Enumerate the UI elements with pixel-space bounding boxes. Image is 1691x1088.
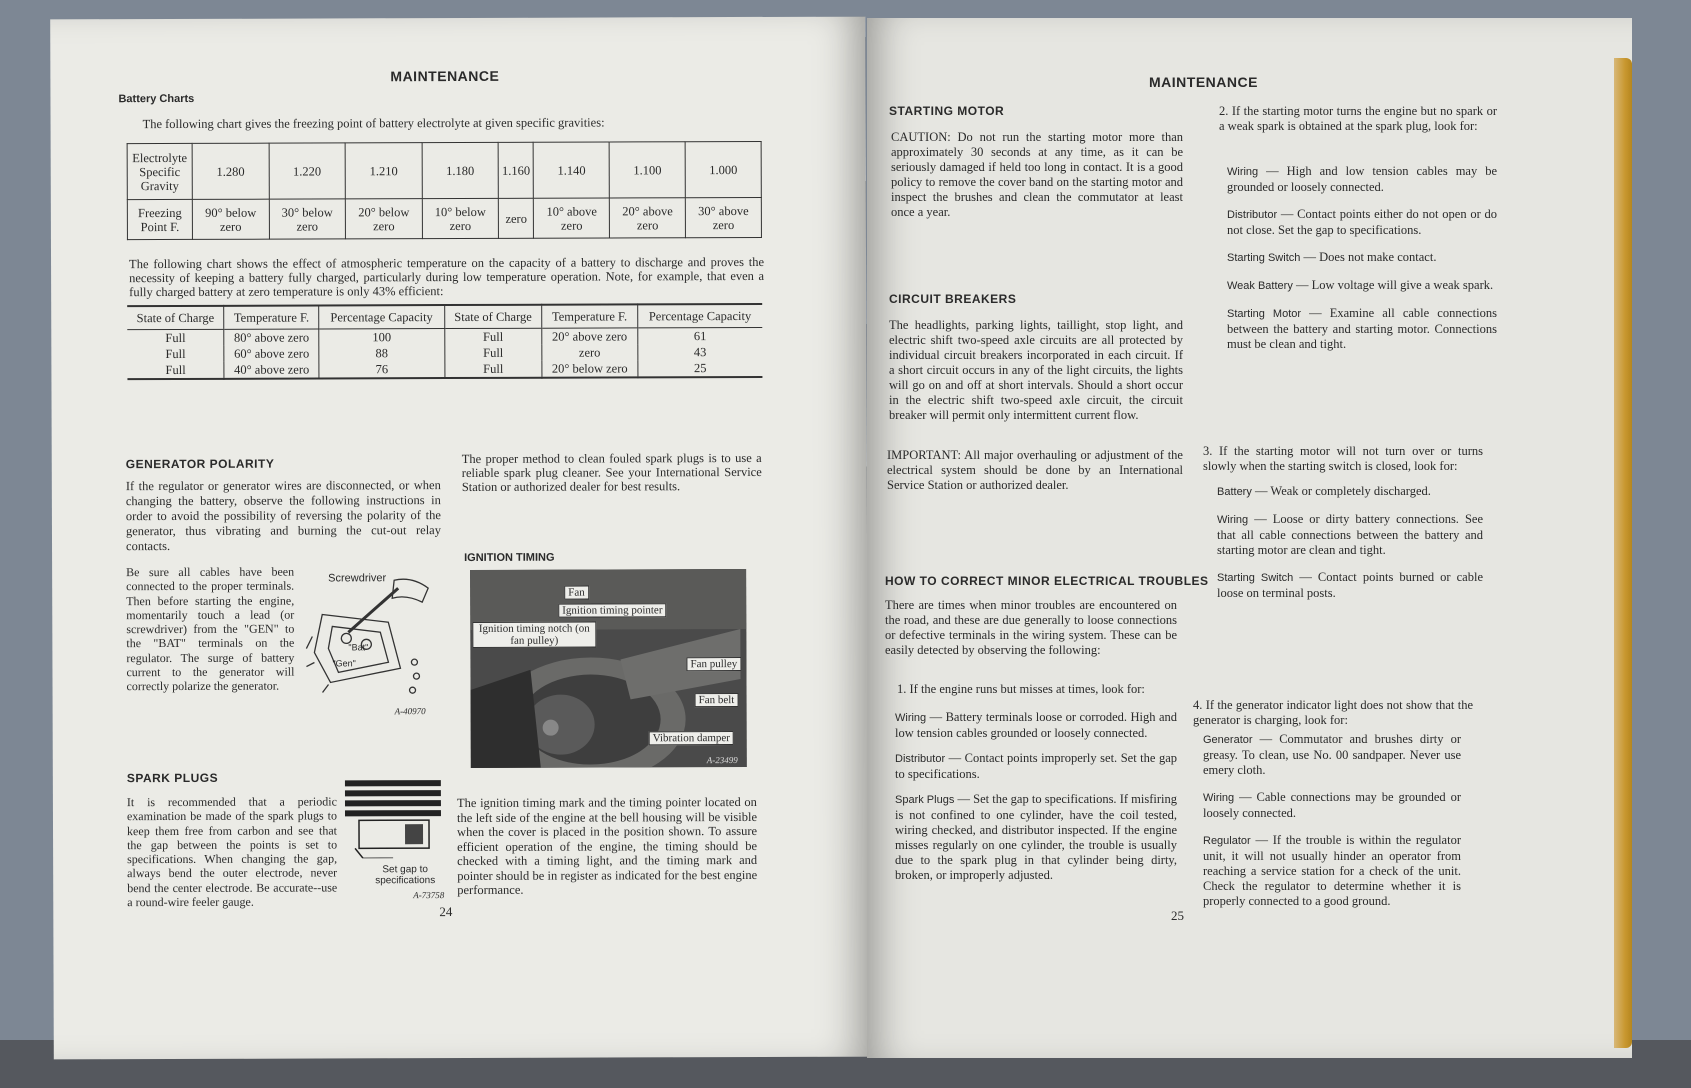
photo-label-fan: Fan	[564, 586, 589, 600]
capacity-cell: 40° above zero	[224, 361, 319, 378]
minor-troubles-intro: There are times when minor troubles are encountered on the road, and these are due generally to loose connections or defective terminals in the wiring system. These can be easily detected by observing the following:	[885, 598, 1177, 657]
trouble-term: Starting Motor	[1227, 308, 1302, 320]
capacity-cell: Full	[165, 346, 186, 362]
photo-label-timing-pointer: Ignition timing pointer	[558, 603, 666, 617]
trouble-term: Battery	[1217, 486, 1252, 498]
gravity-cell: 1.180	[422, 142, 499, 198]
trouble-description: High and low tension cables may be grounded or loosely connected.	[1227, 164, 1497, 194]
list-item	[1217, 484, 1483, 500]
trouble-description: Loose or dirty battery connections. See that all cable connections between the battery and starting motor are clean and tight.	[1217, 512, 1484, 557]
freezing-cell: 90° below zero	[192, 199, 269, 239]
list-item	[1203, 732, 1461, 778]
trouble-term: Wiring	[1217, 514, 1249, 526]
list-item	[1203, 833, 1461, 909]
bat-terminal-label: "Bat"	[348, 642, 369, 653]
freeze-row-label: Freezing Point F.	[127, 199, 192, 239]
regulator-drawing	[302, 566, 443, 716]
list-item	[895, 792, 1177, 883]
dash-separator: —	[1251, 484, 1271, 498]
capacity-cell: Full	[444, 361, 541, 378]
capacity-cell: 100	[319, 329, 444, 346]
page-edges	[1614, 58, 1632, 1048]
trouble-term: Wiring	[1227, 166, 1259, 178]
capacity-intro: The following chart shows the effect of atmospheric temperature on the capacity of a battery to discharge and proves the necessity of keeping a battery fully charged, particularly during low temperature operation. Note, for example, that even a fully charged battery at zero temperature is only 43% efficient:	[129, 254, 765, 300]
generator-polarity-text: If the regulator or generator wires are disconnected, or when changing the battery, observe the following instructions in order to avoid the possibility of reversing the polarity of the generator, thus vibrating and burning the cut-out relay contacts.	[125, 478, 441, 554]
page-24	[50, 17, 869, 1060]
important-text: IMPORTANT: All major overhauling or adjustment of the electrical system should be done by an International Service Station or authorized dealer.	[887, 448, 1183, 492]
ignition-timing-photo	[470, 569, 747, 768]
list-item	[1217, 512, 1483, 558]
gravity-cell: 1.280	[192, 143, 269, 199]
trouble-item-2-list	[1227, 164, 1497, 364]
capacity-cell: 88	[319, 345, 444, 361]
list-item	[1203, 790, 1461, 821]
photo-label-fan-pulley: Fan pulley	[686, 657, 741, 671]
spark-plugs-text: It is recommended that a periodic examination be made of the spark plugs to keep them free from carbon and see that the gap between the points is set to specifications. When changing the gap, always bend the outer electrode, never bend the center electrode. Be accurate--use a round-wire feeler gauge.	[126, 794, 338, 910]
capacity-header: Percentage Capacity	[637, 304, 762, 328]
photo-label-fan-belt: Fan belt	[695, 693, 739, 707]
trouble-item-4-list	[1203, 732, 1461, 921]
list-item	[895, 751, 1177, 782]
spark-plug-drawing	[345, 778, 445, 858]
generator-polarity-heading: GENERATOR POLARITY	[125, 456, 275, 472]
capacity-cell: Full	[165, 362, 186, 378]
trouble-term: Wiring	[1203, 792, 1235, 804]
dash-separator: —	[954, 792, 974, 806]
spark-plug-cleaning-text: The proper method to clean fouled spark plugs is to use a reliable spark plug cleaner. See your International Service Station or authorized dealer for best results.	[461, 450, 762, 494]
spark-plug-diagram	[345, 778, 445, 908]
capacity-cell: Full	[444, 328, 541, 345]
starting-motor-text: CAUTION: Do not run the starting motor more than approximately 30 seconds at any time, as it can be seriously damaged if held too long in contact. It is a good policy to remove the cover band on the starting motor and inspect the brushes and clean the commutator at least once a year.	[891, 130, 1183, 219]
figure-id: A-23499	[706, 755, 738, 766]
capacity-cell: 20° above zero	[542, 328, 638, 345]
page-title: MAINTENANCE	[1149, 74, 1258, 90]
freezing-cell: 20° below zero	[345, 199, 422, 239]
capacity-header: Temperature F.	[224, 305, 319, 329]
starting-motor-heading: STARTING MOTOR	[889, 104, 1005, 118]
capacity-cell: 20° below zero	[542, 360, 638, 377]
screwdriver-label: Screwdriver	[328, 572, 387, 585]
freeze-row-label: Electrolyte Specific Gravity	[127, 143, 192, 199]
battery-charts-heading: Battery Charts	[118, 92, 195, 106]
dash-separator: —	[1234, 790, 1257, 804]
battery-capacity-table	[127, 303, 762, 380]
list-item	[1227, 207, 1497, 238]
spark-plugs-heading: SPARK PLUGS	[126, 770, 219, 786]
trouble-term: Weak Battery	[1227, 280, 1293, 292]
freezing-point-table	[127, 141, 762, 240]
dash-separator: —	[1250, 833, 1273, 847]
photo-label-timing-notch: Ignition timing notch (on fan pulley)	[472, 622, 596, 648]
freezing-cell: 10° below zero	[422, 198, 499, 238]
trouble-term: Distributor	[1227, 209, 1278, 221]
trouble-description: Examine all cable connections between the battery and starting motor. Connections must be clean and tight.	[1227, 306, 1497, 351]
ignition-timing-text: The ignition timing mark and the timing pointer located on the left side of the engine at the bell housing will be visible when the cover is placed in the position shown. To assure efficient operation of the engine, the timing should be checked with a timing light, and the timing mark and pointer should be in register as indicated for the best engine performance.	[456, 794, 758, 898]
set-gap-label: Set gap to specifications	[375, 864, 436, 887]
trouble-term: Regulator	[1203, 835, 1251, 847]
page-number: 25	[1171, 908, 1184, 923]
trouble-term: Starting Switch	[1217, 572, 1294, 584]
capacity-cell: Full	[444, 345, 541, 361]
trouble-term: Generator	[1203, 734, 1253, 746]
open-manual	[52, 18, 1632, 1058]
capacity-cell: 80° above zero	[224, 329, 319, 346]
trouble-term: Spark Plugs	[895, 794, 955, 806]
photo-label-vibration-damper: Vibration damper	[649, 731, 734, 745]
trouble-term: Wiring	[895, 712, 927, 724]
capacity-cell: 43	[637, 344, 762, 360]
capacity-cell: 76	[319, 361, 444, 378]
trouble-description: Low voltage will give a weak spark.	[1311, 278, 1494, 292]
gravity-cell: 1.000	[685, 141, 761, 197]
trouble-item-1: 1. If the engine runs but misses at times, look for:	[897, 682, 1145, 696]
list-item	[1227, 278, 1497, 294]
trouble-description: Battery terminals loose or corroded. High and low tension cables grounded or loosely connected.	[895, 710, 1177, 740]
generator-polarize-text: Be sure all cables have been connected to the proper terminals. Then before starting the engine, momentarily touch a lead (or screwdriver) from the "GEN" to the "BAT" terminals on the regulator. The surge of battery current to the generator will correctly polarize the generator.	[126, 564, 295, 694]
dash-separator: —	[1258, 164, 1287, 178]
gravity-cell: 1.140	[533, 142, 609, 198]
trouble-item-3-list	[1217, 484, 1483, 613]
trouble-description: Contact points burned or cable loose on terminal posts.	[1217, 570, 1483, 600]
list-item	[1227, 164, 1497, 195]
trouble-description: If the trouble is within the regulator unit, it will not usually hinder an operator from reaching a service station for a check of the unit. Check the regulator to determine whether it is properly connected to a good ground.	[1203, 833, 1461, 908]
capacity-cell: 60° above zero	[224, 345, 319, 361]
freezing-cell: 20° above zero	[610, 198, 686, 238]
trouble-description: Contact points improperly set. Set the gap to specifications.	[895, 751, 1177, 781]
trouble-description: Contact points either do not open or do not close. Set the gap to specifications.	[1227, 207, 1498, 237]
gravity-cell: 1.100	[609, 142, 685, 198]
gravity-cell: 1.220	[269, 143, 346, 199]
table-row	[127, 360, 762, 379]
trouble-term: Distributor	[895, 753, 946, 765]
trouble-item-3: 3. If the starting motor will not turn over or turns slowly when the starting switch is closed, look for:	[1203, 444, 1483, 473]
dash-separator: —	[1293, 570, 1318, 584]
capacity-cell: Full	[165, 330, 186, 346]
trouble-item-1-list	[895, 710, 1177, 893]
list-item	[1217, 570, 1483, 601]
page-title: MAINTENANCE	[390, 67, 500, 85]
trouble-item-4: 4. If the generator indicator light does not show that the generator is charging, look for:	[1193, 698, 1473, 727]
figure-id: A-73758	[413, 890, 445, 901]
figure-id: A-40970	[394, 706, 426, 717]
freezing-cell: 30° below zero	[269, 199, 346, 239]
freezing-cell: 10° above zero	[534, 198, 610, 238]
trouble-description: Does not make contact.	[1319, 250, 1437, 264]
trouble-item-2: 2. If the starting motor turns the engine but no spark or a weak spark is obtained at the spark plug, look for:	[1219, 104, 1497, 133]
freezing-cell: zero	[499, 198, 534, 238]
circuit-breakers-text: The headlights, parking lights, taillight, stop light, and electric shift two-speed axle circuits are all protected by individual circuit breakers incorporated in each circuit. If a short circuit occurs in any of the light circuits, the lights will go on and off at short intervals. Should a short occur in the electric shift two-speed axle circuit, the circuit breaker will permit only intermittent current flow.	[889, 318, 1183, 422]
dash-separator: —	[1292, 278, 1312, 292]
capacity-cell: 61	[637, 327, 762, 344]
gravity-cell: 1.210	[345, 143, 422, 199]
ignition-timing-heading: IGNITION TIMING	[464, 551, 555, 564]
trouble-description: Cable connections may be grounded or loosely connected.	[1203, 790, 1462, 820]
regulator-diagram	[302, 566, 443, 716]
gen-terminal-label: "Gen"	[332, 658, 356, 669]
capacity-header: State of Charge	[127, 306, 224, 330]
dash-separator: —	[926, 710, 946, 724]
minor-troubles-heading: HOW TO CORRECT MINOR ELECTRICAL TROUBLES	[885, 574, 1209, 588]
freezing-cell: 30° above zero	[685, 197, 761, 237]
trouble-description: Set the gap to specifications. If misfiring is not confined to one cylinder, have the coil tested, wiring checked, and distributor inspected. If the engine misses regularly on one cylinder, the trouble is usually due to the spark plug in that cylinder being dirty, broken, or improperly adjusted.	[895, 792, 1178, 882]
list-item	[1227, 306, 1497, 352]
circuit-breakers-heading: CIRCUIT BREAKERS	[889, 292, 1017, 306]
dash-separator: —	[945, 751, 965, 765]
dash-separator: —	[1300, 250, 1320, 264]
dash-separator: —	[1301, 306, 1330, 320]
capacity-header: Percentage Capacity	[319, 305, 445, 329]
list-item	[895, 710, 1177, 741]
capacity-cell: zero	[542, 344, 638, 360]
page-25	[867, 18, 1632, 1058]
trouble-term: Starting Switch	[1227, 252, 1301, 264]
trouble-description: Weak or completely discharged.	[1270, 484, 1431, 498]
dash-separator: —	[1248, 512, 1273, 526]
dash-separator: —	[1277, 207, 1298, 221]
capacity-cell: 25	[637, 360, 762, 377]
capacity-header: State of Charge	[444, 305, 542, 329]
list-item	[1227, 250, 1497, 266]
gravity-cell: 1.160	[498, 142, 533, 198]
dash-separator: —	[1252, 732, 1280, 746]
capacity-header: Temperature F.	[542, 304, 638, 328]
freeze-intro: The following chart gives the freezing point of battery electrolyte at given specific gravities:	[142, 115, 605, 132]
page-number: 24	[439, 904, 453, 920]
trouble-description: Commutator and brushes dirty or greasy. To clean, use No. 00 sandpaper. Never use emery cloth.	[1203, 732, 1461, 777]
